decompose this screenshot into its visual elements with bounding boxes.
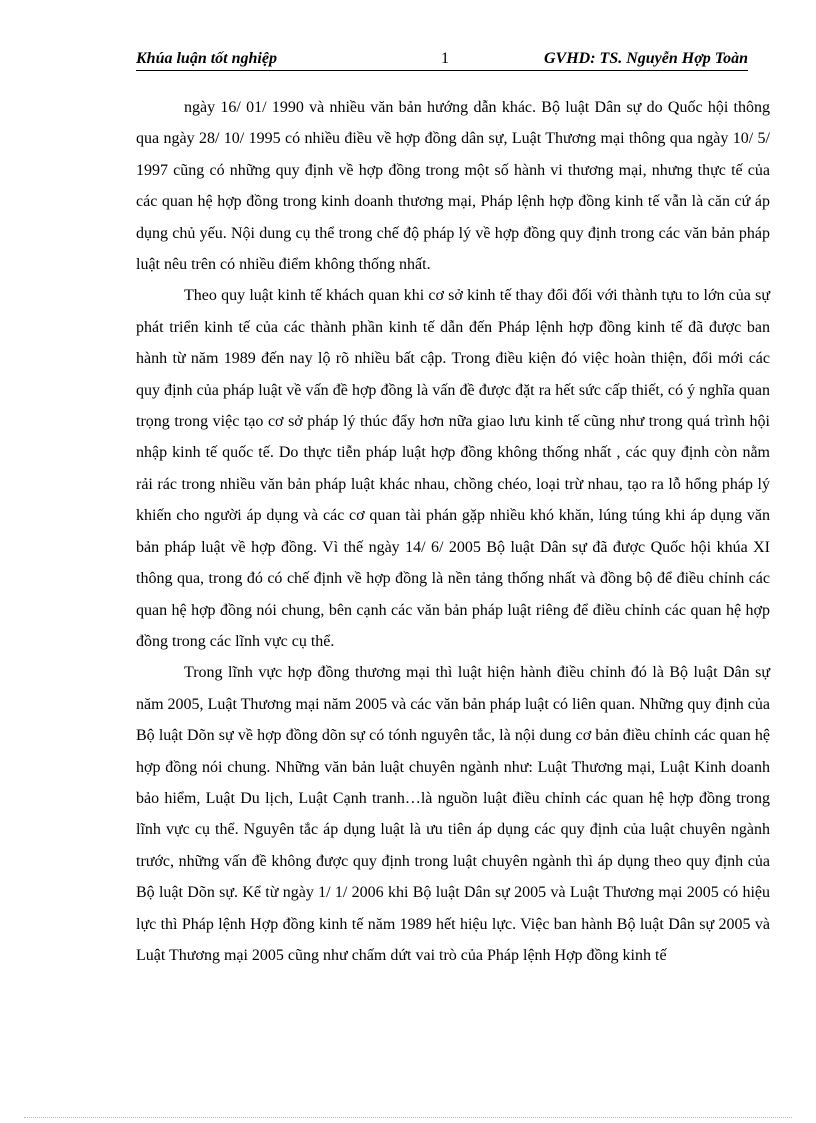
header-thesis-title: Khúa luận tốt nghiệp: [136, 50, 277, 67]
page-bottom-rule: [24, 1117, 792, 1118]
page-header: [136, 48, 748, 71]
header-advisor: GVHD: TS. Nguyễn Hợp Toàn: [543, 50, 748, 67]
paragraph-1: ngày 16/ 01/ 1990 và nhiều văn bản hướng dẫn khác. Bộ luật Dân sự do Quốc hội thông qua ngày 28/ 10/ 1995 có nhiều điều về hợp đồng dân sự, Luật Thương mại thông qua ngày 10/ 5/ 1997 cũng có những quy định về hợp đồng trong một số hành vi thương mại, nhưng thực tế của các quan hệ hợp đồng trong kinh doanh thương mại, Pháp lệnh hợp đồng kinh tế vẫn là căn cứ áp dụng chủ yếu. Nội dung cụ thể trong chế độ pháp lý về hợp đồng quy định trong các văn bản pháp luật nêu trên có nhiều điểm không thống nhất.: [136, 99, 770, 274]
page-number: 1: [441, 50, 449, 67]
paragraph-2: Theo quy luật kinh tế khách quan khi cơ sở kinh tế thay đổi đối với thành tựu to lớn của sự phát triển kinh tế của các thành phần kinh tế dẫn đến Pháp lệnh hợp đồng kinh tế đã được ban hành từ năm 1989 đến nay lộ rõ nhiều bất cập. Trong điều kiện đó việc hoàn thiện, đổi mới các quy định của pháp luật về vấn đề hợp đồng là vấn đề được đặt ra hết sức cấp thiết, có ý nghĩa quan trọng trong việc tạo cơ sở pháp lý thúc đẩy hơn nữa giao lưu kinh tế cũng như trong quá trình hội nhập kinh tế quốc tế. Do thực tiễn pháp luật hợp đồng không thống nhất , các quy định còn nằm rải rác trong nhiều văn bản pháp luật khác nhau, chồng chéo, loại trừ nhau, tạo ra lỗ hổng pháp lý khiến cho người áp dụng và các cơ quan tài phán gặp nhiều khó khăn, lúng túng khi áp dụng văn bản pháp luật về hợp đồng. Vì thế ngày 14/ 6/ 2005 Bộ luật Dân sự đã được Quốc hội khúa XI thông qua, trong đó có chế định về hợp đồng là nền tảng thống nhất và đồng bộ để điều chỉnh các quan hệ hợp đồng nói chung, bên cạnh các văn bản pháp luật riêng để điều chỉnh các quan hệ hợp đồng trong các lĩnh vực cụ thể.: [136, 287, 770, 650]
document-body: [136, 92, 770, 971]
paragraph-3: Trong lĩnh vực hợp đồng thương mại thì luật hiện hành điều chỉnh đó là Bộ luật Dân sự năm 2005, Luật Thương mại năm 2005 và các văn bản pháp luật có liên quan. Những quy định của Bộ luật Dõn sự về hợp đồng dõn sự có tónh nguyên tắc, là nội dung cơ bản điều chỉnh các quan hệ hợp đồng nói chung. Những văn bản luật chuyên ngành như: Luật Thương mại, Luật Kinh doanh bảo hiểm, Luật Du lịch, Luật Cạnh tranh…là nguồn luật điều chỉnh các quan hệ hợp đồng trong lĩnh vực cụ thể. Nguyên tắc áp dụng luật là ưu tiên áp dụng các quy định của luật chuyên ngành trước, những vấn đề không được quy định trong luật chuyên ngành thì áp dụng theo quy định của Bộ luật Dõn sự. Kể từ ngày 1/ 1/ 2006 khi Bộ luật Dân sự 2005 và Luật Thương mại 2005 có hiệu lực thì Pháp lệnh Hợp đồng kinh tế năm 1989 hết hiệu lực. Việc ban hành Bộ luật Dân sự 2005 và Luật Thương mại 2005 cũng như chấm dứt vai trò của Pháp lệnh Hợp đồng kinh tế: [136, 664, 770, 964]
